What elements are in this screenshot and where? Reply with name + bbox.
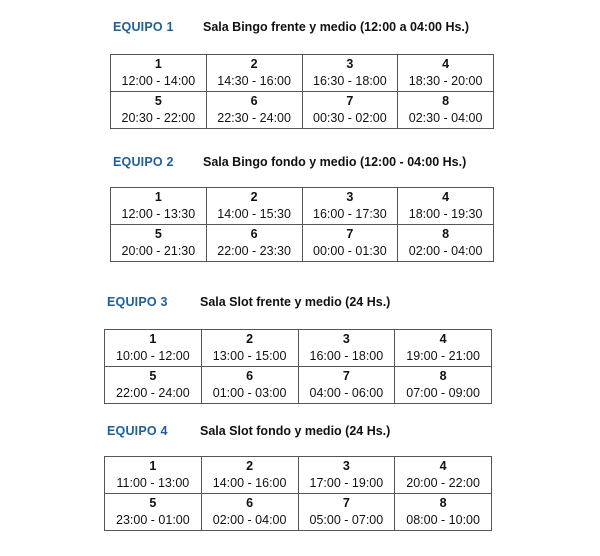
shift-cell <box>105 367 202 404</box>
shift-cell <box>298 330 395 367</box>
shift-table <box>110 54 494 129</box>
shift-time: 18:30 - 20:00 <box>408 74 483 88</box>
shift-cell <box>201 494 298 531</box>
shift-number: 3 <box>342 459 350 473</box>
shift-row <box>105 330 492 367</box>
shift-row <box>111 188 494 225</box>
shift-number: 8 <box>439 496 447 510</box>
shift-number: 3 <box>342 332 350 346</box>
shift-time: 08:00 - 10:00 <box>406 513 480 527</box>
shift-cell <box>398 55 494 92</box>
shift-number: 7 <box>342 496 350 510</box>
shift-number: 6 <box>250 94 258 108</box>
shift-time: 00:00 - 01:30 <box>313 244 387 258</box>
shift-number: 2 <box>250 57 258 71</box>
shift-cell <box>105 457 202 494</box>
shift-table <box>110 187 494 262</box>
shift-cell <box>398 188 494 225</box>
shift-cell <box>298 457 395 494</box>
shift-number: 4 <box>442 190 450 204</box>
shift-cell <box>395 457 492 494</box>
shift-cell <box>302 55 398 92</box>
shift-number: 8 <box>442 94 450 108</box>
shift-time: 20:30 - 22:00 <box>121 111 196 125</box>
shift-cell <box>206 55 302 92</box>
shift-time: 22:00 - 24:00 <box>116 386 190 400</box>
shift-time: 16:30 - 18:00 <box>313 74 387 88</box>
shift-number: 2 <box>246 459 254 473</box>
shift-number: 4 <box>439 459 447 473</box>
shift-time: 14:00 - 15:30 <box>217 207 291 221</box>
shift-number: 1 <box>149 459 157 473</box>
team-label: EQUIPO 2 <box>113 155 174 169</box>
shift-time: 02:00 - 04:00 <box>408 244 483 258</box>
team-title: Sala Slot fondo y medio (24 Hs.) <box>200 424 391 438</box>
shift-time: 23:00 - 01:00 <box>116 513 190 527</box>
shift-time: 10:00 - 12:00 <box>116 349 190 363</box>
shift-number: 3 <box>346 57 354 71</box>
shift-time: 14:00 - 16:00 <box>212 476 287 490</box>
team-label: EQUIPO 1 <box>113 20 174 34</box>
shift-time: 22:30 - 24:00 <box>217 111 291 125</box>
shift-time: 07:00 - 09:00 <box>406 386 480 400</box>
shift-number: 6 <box>250 227 258 241</box>
shift-cell <box>206 92 302 129</box>
shift-row <box>105 494 492 531</box>
shift-number: 1 <box>154 57 162 71</box>
shift-number: 1 <box>149 332 157 346</box>
shift-row <box>111 225 494 262</box>
shift-row <box>111 55 494 92</box>
shift-number: 3 <box>346 190 354 204</box>
shift-row <box>105 457 492 494</box>
shift-number: 1 <box>154 190 162 204</box>
shift-time: 12:00 - 14:00 <box>121 74 196 88</box>
shift-time: 02:30 - 04:00 <box>408 111 483 125</box>
shift-cell <box>201 457 298 494</box>
shift-time: 04:00 - 06:00 <box>309 386 384 400</box>
shift-cell <box>111 55 207 92</box>
shift-number: 8 <box>439 369 447 383</box>
team-title: Sala Bingo fondo y medio (12:00 - 04:00 Hs.) <box>203 155 467 169</box>
shift-time: 16:00 - 17:30 <box>313 207 387 221</box>
shift-cell <box>206 225 302 262</box>
shift-number: 6 <box>246 496 254 510</box>
shift-time: 00:30 - 02:00 <box>313 111 387 125</box>
shift-cell <box>302 92 398 129</box>
shift-cell <box>302 225 398 262</box>
shift-cell <box>111 92 207 129</box>
shift-cell <box>201 367 298 404</box>
shift-time: 19:00 - 21:00 <box>406 349 480 363</box>
shift-time: 14:30 - 16:00 <box>217 74 291 88</box>
shift-cell <box>105 494 202 531</box>
shift-time: 20:00 - 22:00 <box>406 476 480 490</box>
shift-cell <box>398 92 494 129</box>
shift-number: 5 <box>149 369 157 383</box>
shift-cell <box>201 330 298 367</box>
shift-cell <box>395 367 492 404</box>
shift-time: 13:00 - 15:00 <box>212 349 287 363</box>
team-label: EQUIPO 4 <box>107 424 168 438</box>
shift-time: 16:00 - 18:00 <box>309 349 384 363</box>
shift-cell <box>395 494 492 531</box>
shift-number: 5 <box>154 227 162 241</box>
shift-time: 18:00 - 19:30 <box>408 207 483 221</box>
shift-time: 01:00 - 03:00 <box>212 386 287 400</box>
shift-time: 02:00 - 04:00 <box>212 513 287 527</box>
shift-number: 2 <box>250 190 258 204</box>
shift-number: 7 <box>346 227 354 241</box>
shift-row <box>111 92 494 129</box>
shift-time: 17:00 - 19:00 <box>309 476 384 490</box>
shift-cell <box>395 330 492 367</box>
team-label: EQUIPO 3 <box>107 295 168 309</box>
shift-time: 22:00 - 23:30 <box>217 244 291 258</box>
shift-number: 6 <box>246 369 254 383</box>
shift-number: 7 <box>342 369 350 383</box>
shift-cell <box>111 225 207 262</box>
shift-number: 5 <box>149 496 157 510</box>
shift-number: 8 <box>442 227 450 241</box>
shift-cell <box>206 188 302 225</box>
shift-row <box>105 367 492 404</box>
shift-cell <box>105 330 202 367</box>
shift-number: 7 <box>346 94 354 108</box>
shift-cell <box>302 188 398 225</box>
shift-number: 4 <box>439 332 447 346</box>
shift-number: 5 <box>154 94 162 108</box>
team-title: Sala Bingo frente y medio (12:00 a 04:00 Hs.) <box>203 20 470 34</box>
shift-cell <box>298 367 395 404</box>
shift-time: 20:00 - 21:30 <box>121 244 196 258</box>
shift-cell <box>111 188 207 225</box>
shift-number: 2 <box>246 332 254 346</box>
shift-table <box>104 456 492 531</box>
shift-number: 4 <box>442 57 450 71</box>
shift-time: 05:00 - 07:00 <box>309 513 384 527</box>
shift-time: 11:00 - 13:00 <box>116 476 190 490</box>
shift-table <box>104 329 492 404</box>
shift-time: 12:00 - 13:30 <box>121 207 196 221</box>
shift-cell <box>298 494 395 531</box>
team-title: Sala Slot frente y medio (24 Hs.) <box>200 295 391 309</box>
shift-cell <box>398 225 494 262</box>
